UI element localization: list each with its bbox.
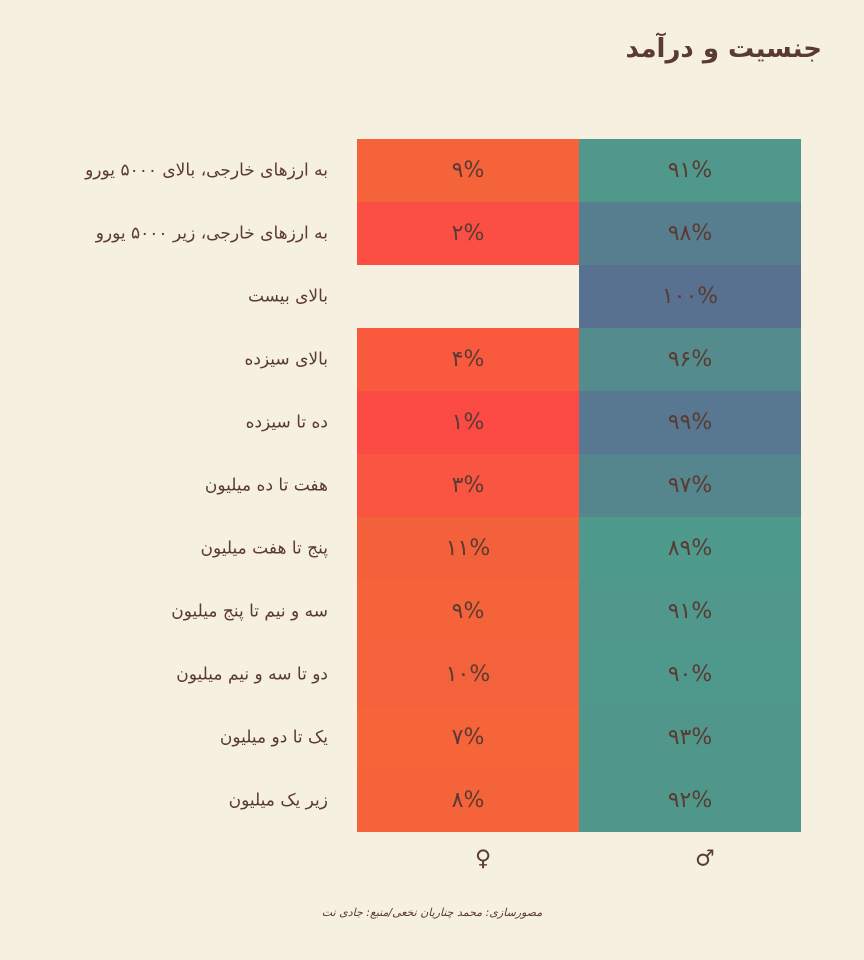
male-cell-label: ۸۹% — [667, 536, 713, 561]
female-cell-label: ۴% — [451, 347, 485, 372]
female-cell-label: ۲% — [451, 221, 485, 246]
row-label: یک تا دو میلیون — [219, 727, 328, 748]
male-icon: ♂ — [695, 846, 715, 872]
male-cell-label: ۹۱% — [667, 599, 713, 624]
chart-title: جنسیت و درآمد — [625, 34, 822, 64]
female-icon: ♀ — [474, 846, 492, 872]
row-label: به ارزهای خارجی، بالای ۵۰۰۰ یورو — [85, 160, 328, 181]
male-cell-label: ۹۳% — [667, 725, 713, 750]
row-label: پنج تا هفت میلیون — [200, 538, 328, 559]
female-cell-label: ۱۰% — [445, 662, 491, 687]
row-label: به ارزهای خارجی، زیر ۵۰۰۰ یورو — [95, 223, 328, 244]
row-label: بالای بیست — [247, 286, 328, 307]
male-cell-label: ۹۶% — [667, 347, 713, 372]
row-label: ده تا سیزده — [245, 412, 328, 433]
female-cell-label: ۹% — [451, 158, 485, 183]
male-cell-label: ۹۰% — [667, 662, 713, 687]
row-label: زیر یک میلیون — [228, 790, 328, 811]
female-cell-label: ۳% — [451, 473, 485, 498]
female-cell-label: ۹% — [451, 599, 485, 624]
row-label: دو تا سه و نیم میلیون — [176, 664, 328, 685]
row-label: بالای سیزده — [244, 349, 328, 370]
credit-line: مصورسازی: محمد چناریان نخعی/منبع: جادی نت — [321, 906, 543, 919]
female-cell-label: ۸% — [451, 788, 485, 813]
male-cell-label: ۹۲% — [667, 788, 713, 813]
row-label: سه و نیم تا پنج میلیون — [171, 601, 328, 622]
row-label: هفت تا ده میلیون — [204, 475, 328, 496]
female-cell-label: ۷% — [451, 725, 485, 750]
male-cell-label: ۹۷% — [667, 473, 713, 498]
female-cell-label: ۱% — [451, 410, 485, 435]
male-cell-label: ۱۰۰% — [661, 284, 719, 309]
female-cell-label: ۱۱% — [445, 536, 491, 561]
male-cell-label: ۹۱% — [667, 158, 713, 183]
male-cell-label: ۹۹% — [667, 410, 713, 435]
male-cell-label: ۹۸% — [667, 221, 713, 246]
